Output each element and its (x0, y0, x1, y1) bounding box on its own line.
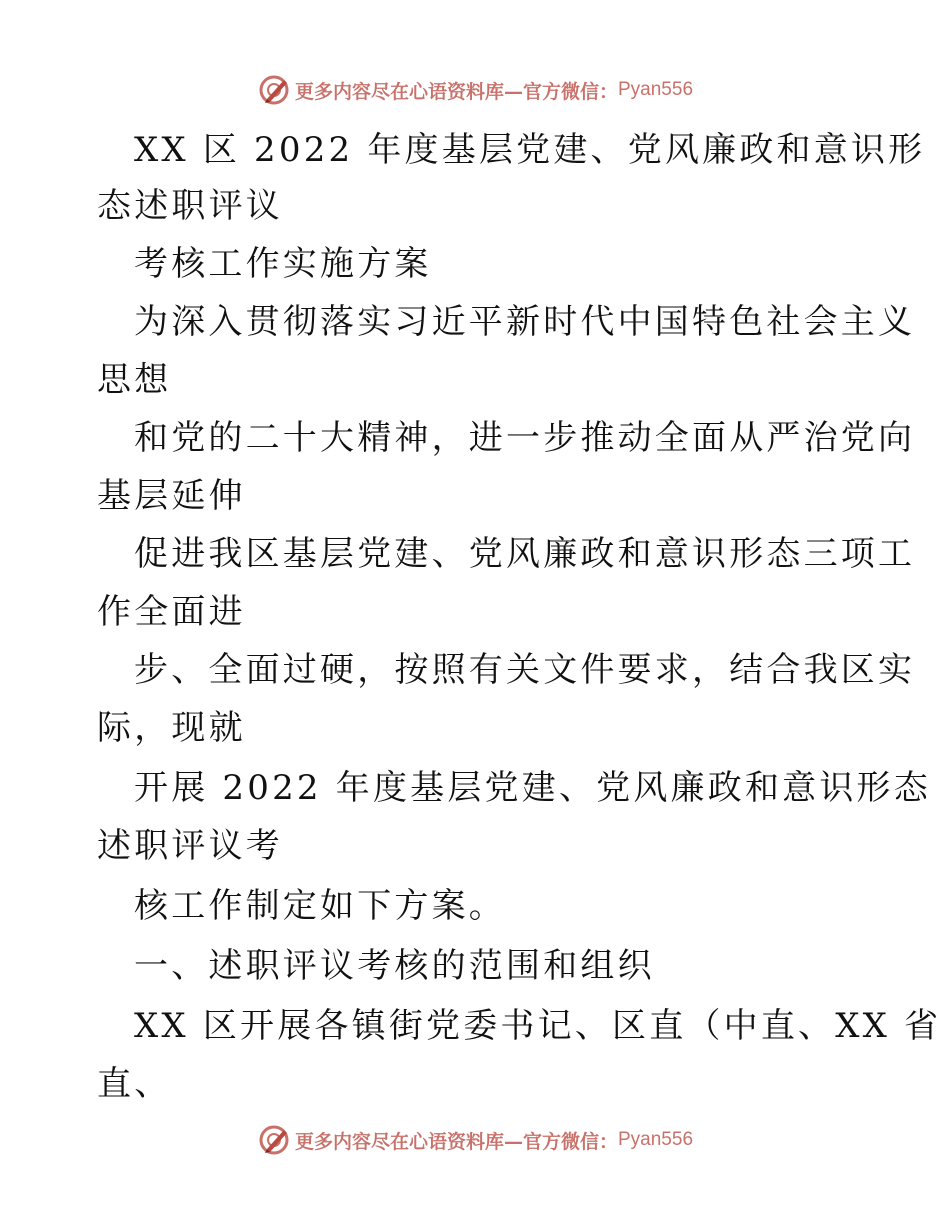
header-watermark-banner (0, 70, 950, 110)
doc-line: 促进我区基层党建、党风廉政和意识形态三项工 (134, 534, 916, 574)
doc-line: 际，现就 (97, 708, 246, 748)
doc-line: XX 区 2022 年度基层党建、党风廉政和意识形 (134, 130, 926, 170)
banner-main-text: 更多内容尽在心语资料库 (294, 1130, 504, 1153)
doc-line: 思想 (97, 360, 172, 400)
doc-line: XX 区开展各镇街党委书记、区直（中直、XX 省 (134, 1006, 942, 1046)
doc-line: 态述职评议 (97, 186, 283, 226)
pen-logo-icon (257, 1123, 291, 1157)
doc-line: 开展 2022 年度基层党建、党风廉政和意识形态 (134, 768, 931, 808)
banner-wechat-id: Pyan556 (618, 79, 694, 100)
section-heading: 一、述职评议考核的范围和组织 (134, 946, 655, 986)
doc-line: 步、全面过硬，按照有关文件要求，结合我区实 (134, 650, 916, 690)
doc-line: 为深入贯彻落实习近平新时代中国特色社会主义 (134, 302, 916, 342)
doc-line: 考核工作实施方案 (134, 244, 432, 284)
doc-line: 核工作制定如下方案。 (134, 886, 506, 926)
banner-wechat-id: Pyan556 (618, 1129, 694, 1150)
doc-line: 述职评议考 (97, 826, 283, 866)
banner-separator-text: —官方微信： (503, 80, 618, 103)
banner-main-text: 更多内容尽在心语资料库 (294, 80, 504, 103)
pen-logo-icon (257, 73, 291, 107)
doc-line: 作全面进 (97, 592, 246, 632)
banner-separator-text: —官方微信： (503, 1130, 618, 1153)
doc-line: 基层延伸 (97, 476, 246, 516)
footer-watermark-banner (0, 1120, 950, 1160)
doc-line: 直、 (97, 1064, 172, 1104)
doc-line: 和党的二十大精神，进一步推动全面从严治党向 (134, 418, 916, 458)
